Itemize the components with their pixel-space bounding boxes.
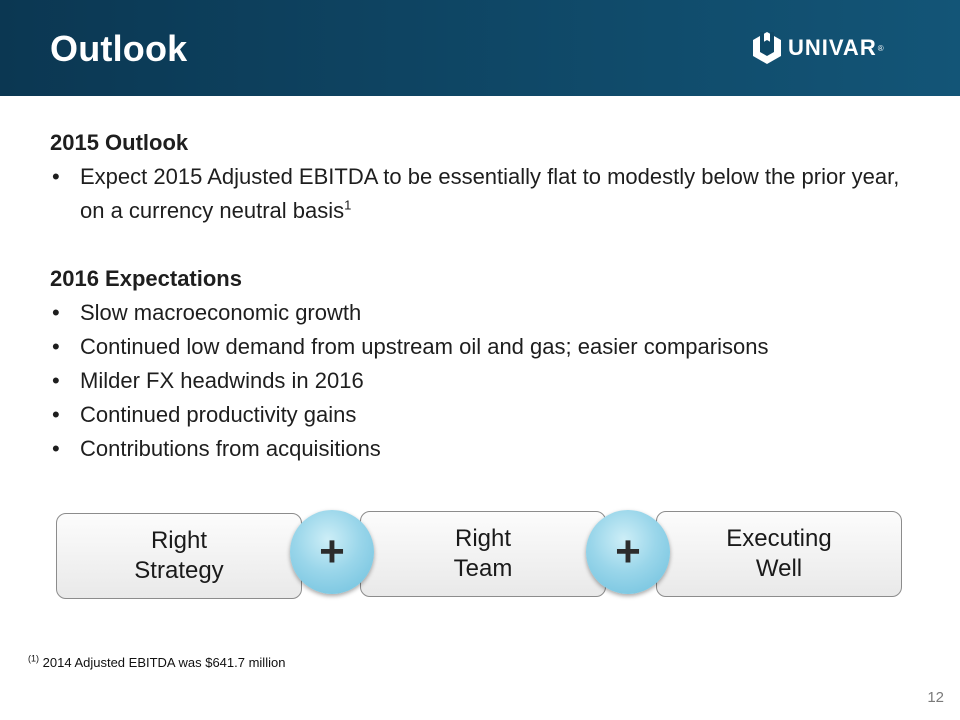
heading-2016-expectations: 2016 Expectations xyxy=(50,266,242,291)
box-label-line2: Team xyxy=(453,555,513,582)
plus-circle-2: + xyxy=(586,510,670,594)
bullet: • xyxy=(52,402,60,427)
bullet-text: Continued productivity gains xyxy=(80,402,357,427)
page-number: 12 xyxy=(927,689,944,706)
plus-circle-1: + xyxy=(290,510,374,594)
slide-header xyxy=(0,0,960,96)
bullet: • xyxy=(52,368,60,393)
list-item xyxy=(50,160,910,228)
bullet: • xyxy=(52,300,60,325)
box-label-line2: Well xyxy=(755,555,803,582)
box-executing-well xyxy=(656,511,902,597)
bullet: • xyxy=(52,334,60,359)
box-label-line1: Right xyxy=(454,525,512,552)
bullet-text: Expect 2015 Adjusted EBITDA to be essentially flat to modestly below the prior year, on a currency neutral basis xyxy=(80,164,900,223)
footnote-marker: (1) xyxy=(28,653,39,664)
box-label-line2: Strategy xyxy=(134,557,224,584)
list-item xyxy=(50,296,910,330)
footnote-ref: 1 xyxy=(344,197,352,213)
box-right-strategy xyxy=(56,513,302,599)
slide-body xyxy=(50,126,910,466)
bullet: • xyxy=(52,436,60,461)
bullet: • xyxy=(52,164,60,189)
list-item xyxy=(50,364,910,398)
box-label-line1: Executing xyxy=(726,525,832,552)
list-item xyxy=(50,330,910,364)
bullet-text: Slow macroeconomic growth xyxy=(80,300,362,325)
list-2015 xyxy=(50,160,910,228)
univar-logo-icon xyxy=(752,31,782,65)
box-right-team xyxy=(360,511,606,597)
list-2016 xyxy=(50,296,910,466)
slide-title: Outlook xyxy=(50,28,188,69)
bullet-text: Continued low demand from upstream oil and gas; easier comparisons xyxy=(80,334,769,359)
bullet-text: Milder FX headwinds in 2016 xyxy=(80,368,364,393)
box-label-line1: Right xyxy=(150,527,207,554)
logo-text: UNIVAR xyxy=(788,35,877,60)
footnote-text: 2014 Adjusted EBITDA was $641.7 million xyxy=(42,655,286,670)
heading-2015-outlook: 2015 Outlook xyxy=(50,130,189,155)
bullet-text: Contributions from acquisitions xyxy=(80,436,381,461)
footnote xyxy=(28,655,285,670)
registered-mark: ® xyxy=(877,43,884,53)
list-item xyxy=(50,432,910,466)
list-item xyxy=(50,398,910,432)
univar-logo xyxy=(752,30,884,66)
